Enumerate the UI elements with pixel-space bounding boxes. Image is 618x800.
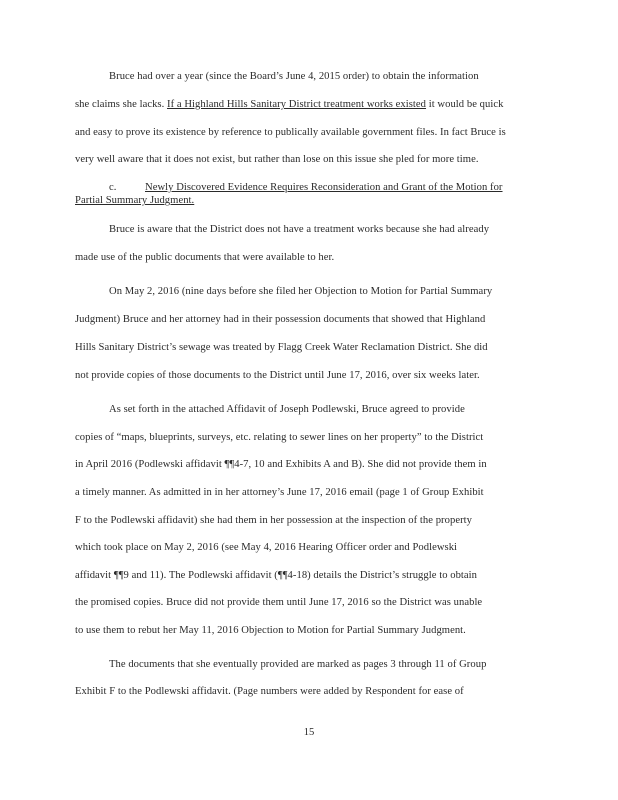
paragraph-1-line-2 [75,98,503,111]
paragraph-2-line-2: made use of the public documents that were available to her. [75,252,335,263]
paragraph-5-line-2: Exhibit F to the Podlewski affidavit. (Page numbers were added by Respondent for ease of [75,686,464,697]
section-heading-marker: c. [109,182,117,193]
paragraph-4-line-6: which took place on May 2, 2016 (see May 4, 2016 Hearing Officer order and Podlewski [75,542,458,553]
paragraph-3-line-3: Hills Sanitary District’s sewage was treated by Flagg Creek Water Reclamation District. She did [75,342,488,353]
paragraph-4-line-3: in April 2016 (Podlewski affidavit ¶¶4-7, 10 and Exhibits A and B). She did not provide them in [75,459,487,470]
paragraph-4-line-7: affidavit ¶¶9 and 11). The Podlewski affidavit (¶¶4-18) details the District’s struggle to obtain [75,570,478,581]
paragraph-4-line-5: F to the Podlewski affidavit) she had them in her possession at the inspection of the property [75,515,472,526]
paragraph-1-line-1: Bruce had over a year (since the Board’s June 4, 2015 order) to obtain the information [109,71,479,82]
paragraph-1-line-4: very well aware that it does not exist, but rather than lose on this issue she pled for more time. [75,154,479,165]
underlined-phrase: If a Highland Hills Sanitary District treatment works existed [167,99,427,110]
paragraph-1-line-2-post: it would be quick [426,99,504,110]
paragraph-5-line-1: The documents that she eventually provided are marked as pages 3 through 11 of Group [109,659,487,670]
paragraph-1-line-3: and easy to prove its existence by reference to publically available government files. In fact Bruce is [75,127,506,138]
section-heading-line-1: Newly Discovered Evidence Requires Reconsideration and Grant of the Motion for [145,182,503,193]
paragraph-3-line-2: Judgment) Bruce and her attorney had in their possession documents that showed that Highland [75,314,486,325]
paragraph-4-line-8: the promised copies. Bruce did not provide them until June 17, 2016 so the District was unable [75,597,483,608]
page-number: 15 [303,727,315,738]
section-heading-line-2: Partial Summary Judgment. [75,195,195,206]
paragraph-3-line-1: On May 2, 2016 (nine days before she filed her Objection to Motion for Partial Summary [109,286,493,297]
paragraph-4-line-4: a timely manner. As admitted in in her attorney’s June 17, 2016 email (page 1 of Group Exhibit [75,487,484,498]
paragraph-4-line-9: to use them to rebut her May 11, 2016 Objection to Motion for Partial Summary Judgment. [75,625,466,636]
paragraph-4-line-2: copies of “maps, blueprints, surveys, etc. relating to sewer lines on her property” to the District [75,432,484,443]
paragraph-2-line-1: Bruce is aware that the District does not have a treatment works because she had already [109,224,490,235]
paragraph-4-line-1: As set forth in the attached Affidavit of Joseph Podlewski, Bruce agreed to provide [109,404,465,415]
paragraph-3-line-4: not provide copies of those documents to the District until June 17, 2016, over six weeks later. [75,370,480,381]
paragraph-1-line-2-pre: she claims she lacks. [75,99,168,110]
